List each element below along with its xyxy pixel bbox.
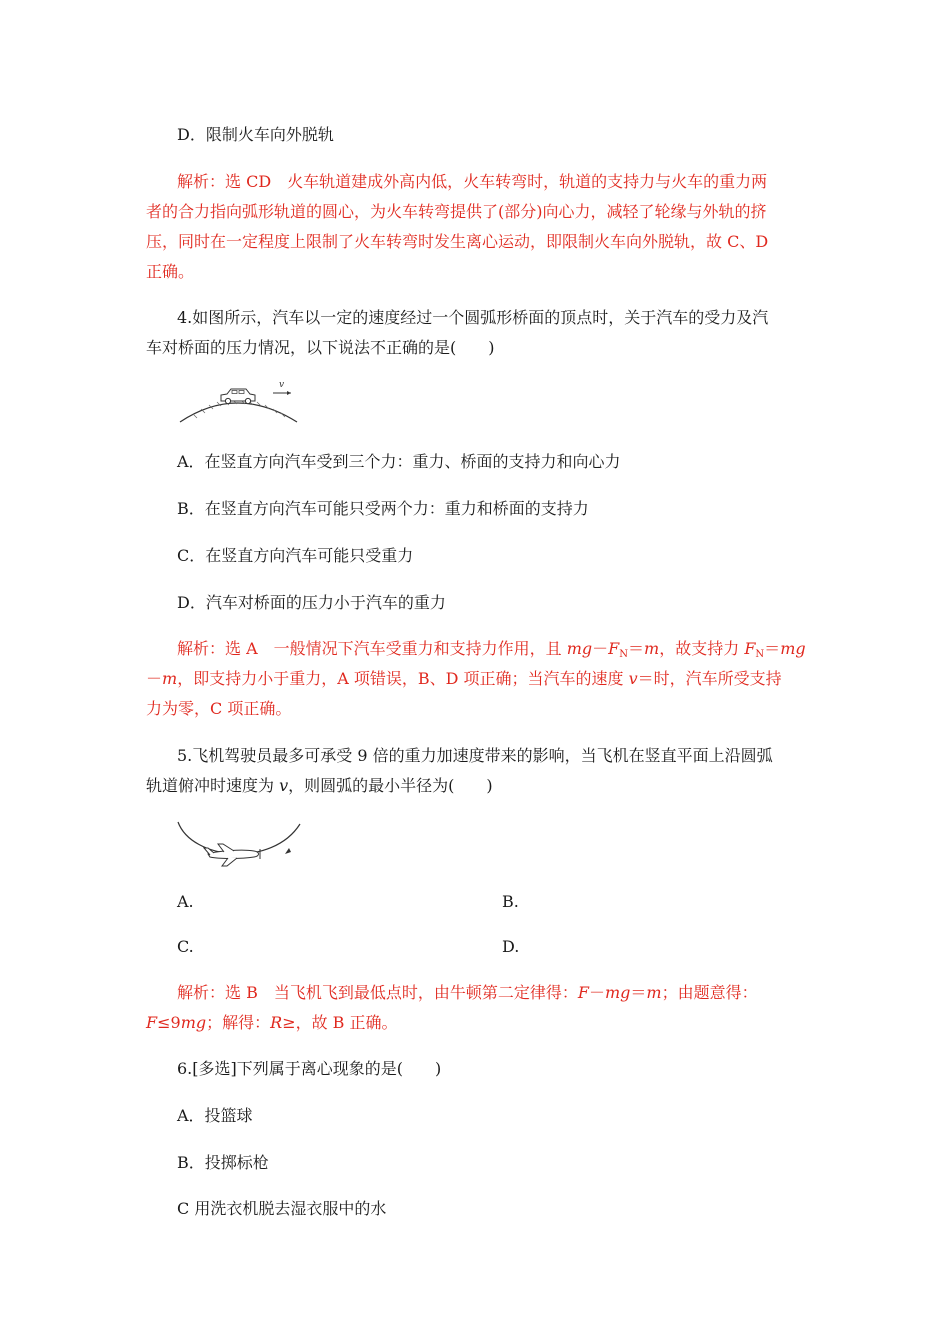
bridge-arc (180, 403, 297, 422)
circular-arc (178, 822, 300, 854)
q4-option-a: A．在竖直方向汽车受到三个力：重力、桥面的支持力和向心力 (177, 452, 621, 471)
q3-analysis-line-1: 解析：选 CD 火车轨道建成外高内低，火车转弯时，轨道的支持力与火车的重力两 (177, 172, 768, 191)
car-icon (221, 389, 255, 404)
q6-option-b: B．投掷标枪 (177, 1153, 269, 1172)
q6-option-c: C 用洗衣机脱去湿衣服中的水 (177, 1199, 387, 1218)
velocity-label: v (279, 380, 285, 390)
airplane-arc-figure (172, 816, 307, 868)
q3-analysis-line-4: 正确。 (146, 262, 195, 281)
q4-stem-line-2: 车对桥面的压力情况，以下说法不正确的是( ) (146, 338, 495, 357)
q6-option-a: A．投篮球 (177, 1106, 253, 1125)
q3-option-d: D．限制火车向外脱轨 (177, 125, 334, 144)
q5-stem-line-1: 5.飞机驾驶员最多可承受 9 倍的重力加速度带来的影响，当飞机在竖直平面上沿圆弧 (177, 746, 773, 765)
q5-option-b: B. (502, 892, 519, 911)
q5-analysis-line-2: F≤9mg；解得：R≥，故 B 正确。 (146, 1013, 398, 1032)
q5-stem-line-2: 轨道俯冲时速度为 v，则圆弧的最小半径为( ) (146, 776, 493, 795)
q5-option-a: A. (177, 892, 194, 911)
q5-analysis-line-1: 解析：选 B 当飞机飞到最低点时，由牛顿第二定律得：F－mg＝m；由题意得： (177, 983, 758, 1002)
q4-analysis-line-3: 力为零，C 项正确。 (146, 699, 292, 718)
airplane-icon (204, 844, 260, 866)
q4-option-d: D．汽车对桥面的压力小于汽车的重力 (177, 593, 446, 612)
q6-stem: 6.[多选]下列属于离心现象的是( ) (177, 1059, 442, 1078)
q3-analysis-line-3: 压，同时在一定程度上限制了火车转弯时发生离心运动，即限制火车向外脱轨，故 C、D (146, 232, 769, 251)
q4-analysis-line-2: －m，即支持力小于重力，A 项错误，B、D 项正确；当汽车的速度 v＝时，汽车所受支持 (146, 669, 782, 688)
q4-option-b: B．在竖直方向汽车可能只受两个力：重力和桥面的支持力 (177, 499, 589, 518)
bridge-car-figure (175, 378, 305, 428)
q5-option-c: C. (177, 937, 194, 956)
q4-analysis-line-1: 解析：选 A 一般情况下汽车受重力和支持力作用，且 $mg-F_N=m$，故支持力 $F_N=mg$ (177, 639, 806, 660)
q4-option-c: C．在竖直方向汽车可能只受重力 (177, 546, 414, 565)
q4-stem-line-1: 4.如图所示，汽车以一定的速度经过一个圆弧形桥面的顶点时，关于汽车的受力及汽 (177, 308, 769, 327)
q3-analysis-line-2: 者的合力指向弧形轨道的圆心，为火车转弯提供了(部分)向心力，减轻了轮缘与外轨的挤 (146, 202, 767, 221)
q5-option-d: D. (502, 937, 520, 956)
direction-arrow (285, 848, 291, 854)
